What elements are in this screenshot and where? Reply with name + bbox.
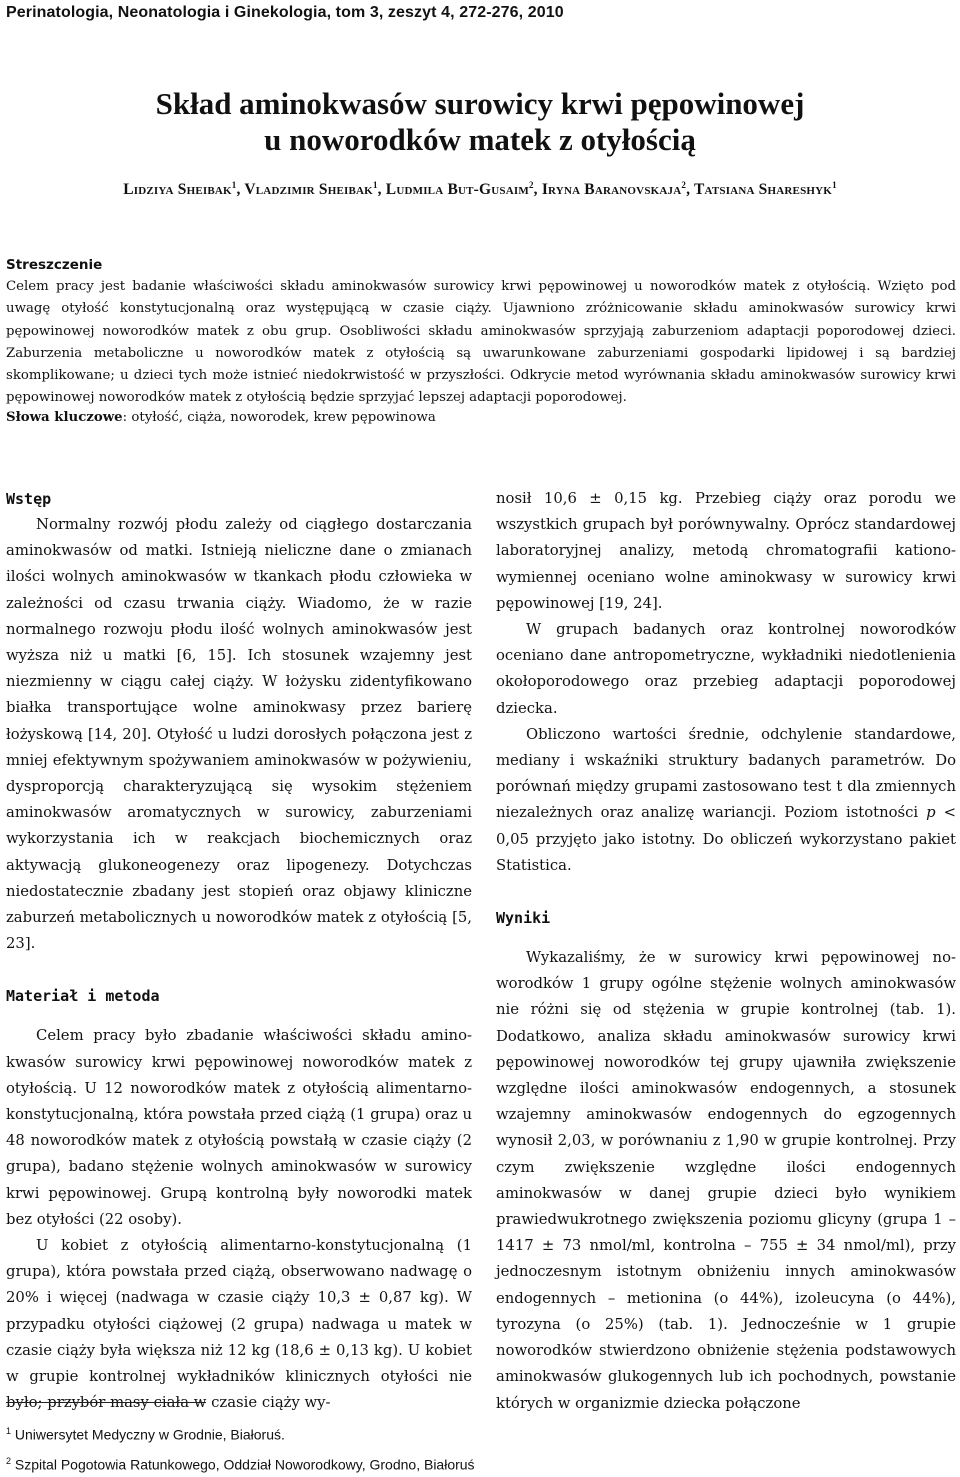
- affiliation-marker: 1: [231, 180, 237, 190]
- results-paragraph: Wykazaliśmy, że w surowicy krwi pępowinowej noworodków 1 grupy ogólne stężenie wolnych aminokwasów nie różni się od stężenia w grupie kontrolnej (tab. 1). Dodatkowo, analiza składu aminokwasów surowicy krwi pępowinowej noworodków tej grupy ujawniła zwiększenie względne ilości aminokwasów endogennych, a stosunek wzajemny aminokwasów endogennych do egzogennych wynosił 2,03, w porównaniu z 1,90 w grupie kontrolnej. Przy czym zwiększenie względne ilości endogennych aminokwasów w danej grupie dzieci było wynikiem prawiedwukrotnego zwiększenia poziomu glicyny (grupa 1 – 1417 ± 73 nmol/ml, kontrolna – 755 ± 34 nmol/ml), przy jednoczesnym istotnym obniżeniu innych aminokwasów endogennych – metionina (o 44%), izoleucyna (o 44%), tyrozyna (o 25%) (tab. 1). Jednocześnie w 1 grupie noworodków stwierdzono obniżenie stężenia podstawowych aminokwasów glukogennych lub ich pochodnych, powstanie których w organizmie dziecka połączone: [496, 949, 956, 1412]
- keywords-text: : otyłość, ciąża, noworodek, krew pępowinowa: [122, 410, 436, 425]
- intro-paragraph: Normalny rozwój płodu zależy od ciągłego dostarczania aminokwasów od matki. Istnieją nieliczne dane o zmianach ilości wolnych aminokwasów w tkankach płodu człowieka w zależności od czasu trwania ciąży. Wiadomo, że w razie normalnego rozwoju płodu ilość wolnych aminokwasów jest wyższa niż u matki [6, 15]. Ich stosunek wzajemny jest niezmienny w ciągu całej ciąży. W łożysku zidentyfikowano białka transportujące wolne aminokwasy przez barierę łożyskową [14, 20]. Otyłość u ludzi dorosłych połączona jest z mniej efektywnym spożywaniem aminokwasów w pożywieniu, dysproporcją charakteryzującą się wysokim stężeniem aminokwasów aromatycznych w surowicy, zaburzeniami wykorzystania ich w reakcjach biochemicznych oraz aktywacją glukoneogenezy oraz lipogenezy. Dotychczas niedostatecznie zbadany jest stopień oraz objawy kliniczne zaburzeń metabolicznych u noworodków matek z otyłością [5, 23].: [6, 516, 472, 953]
- stats-text-b: < 0,05 przyjęto jako istotny. Do obliczeń wykorzystano pakiet Statistica.: [496, 804, 956, 874]
- author: Iryna Baranovskaja: [541, 181, 682, 199]
- abstract-heading: Streszczenie: [6, 257, 103, 273]
- author-list: Lidziya Sheibak$^1$, Vladzimir Sheibak$^1$, Ludmila But-Gusaim$^2$, Iryna Baranovskaja$^2$, Tatsiana Shareshyk$^1$: [123, 180, 837, 199]
- abstract-section: [6, 254, 956, 409]
- methods-paragraph-4: [496, 722, 956, 879]
- affiliation-marker: 1: [832, 180, 837, 190]
- right-column: [496, 486, 956, 1417]
- keywords-label: Słowa kluczowe: [6, 410, 123, 425]
- keywords: [6, 410, 956, 425]
- footnote-2: [6, 1448, 475, 1477]
- footnote-text: Szpital Pogotowia Ratunkowego, Oddział Noworodkowy, Grodno, Białoruś: [14, 1456, 475, 1473]
- section-heading-intro: Wstęp: [6, 490, 52, 508]
- methods-paragraph-3: W grupach badanych oraz kontrolnej noworodków oceniano dane antropometryczne, wykładniki niedotlenienia okołoporodowego oraz przebieg adaptacji poporodowej dziecka.: [496, 621, 956, 717]
- title-line-1: Skład aminokwasów surowicy krwi pępowinowej: [155, 86, 805, 121]
- author: Ludmila But-Gusaim: [385, 181, 529, 199]
- journal-header: Perinatologia, Neonatologia i Ginekologia, tom 3, zeszyt 4, 272-276, 2010: [6, 4, 564, 21]
- affiliation-marker: 2: [528, 180, 534, 190]
- footnote-number: 1: [6, 1426, 12, 1436]
- footnote-text: Uniwersytet Medyczny w Grodnie, Białoruś.: [14, 1426, 285, 1443]
- methods-continuation: nosił 10,6 ± 0,15 kg. Przebieg ciąży oraz porodu we wszystkich grupach był porównywalny. Oprócz standardowej laboratoryjnej analizy, metodą chromatografii kationo-wymiennej oceniano wolne aminokwasy w surowicy krwi pępowinowej [19, 24].: [496, 490, 956, 612]
- article-title: [0, 86, 960, 158]
- footnote-number: 2: [6, 1455, 12, 1466]
- author: Lidziya Sheibak: [123, 181, 232, 199]
- methods-paragraph-1: Celem pracy było zbadanie właściwości składu aminokwasów surowicy krwi pępowinowej noworodków matek z otyłością. U 12 noworodków matek z otyłością alimentarno-konstytucjonalną, która powstała przed ciążą (1 grupa) oraz u 48 noworodków matek z otyłością powstałą w czasie ciąży (2 grupa), badano stężenie wolnych aminokwasów w surowicy krwi pępowinowej. Grupą kontrolną były noworodki matek bez otyłości (22 osoby).: [6, 1027, 472, 1228]
- left-column: [6, 486, 472, 1417]
- footnote-1: [6, 1418, 475, 1448]
- footnote-divider: [6, 1402, 206, 1403]
- author: Vladzimir Sheibak: [244, 181, 373, 199]
- affiliation-marker: 2: [681, 180, 687, 190]
- abstract-text: Celem pracy jest badanie właściwości składu aminokwasów surowicy krwi pępowinowej u noworodków matek z otyłością. Wzięto pod uwagę otyłość konstytucjonalną oraz występującą w czasie ciąży. Ujawniono zróżnicowanie składu aminokwasów surowicy krwi pępowinowej noworodków matek z obu grup. Osobliwości składu aminokwasów sprzyjają zaburzeniom adaptacji poporodowej dzieci. Zaburzenia metaboliczne u noworodków matek z otyłością są uwarunkowane zaburzeniami gospodarki lipidowej i są bardziej skomplikowane; u dzieci tych może istnieć niedokrwistość w przyszłości. Odkrycie metod wyrównania składu aminokwasów surowicy krwi pępowinowej noworodków matek z otyłością będzie sprzyjać lepszej adaptacji poporodowej.: [6, 279, 956, 406]
- affiliation-marker: 1: [372, 180, 378, 190]
- section-heading-results: Wyniki: [496, 909, 551, 928]
- p-value-symbol: p: [926, 804, 936, 822]
- methods-paragraph-2: U kobiet z otyłością alimentarno-konstytucjonalną (1 grupa), która powstała przed ciążą, obserwowano nadwagę o 20% i więcej (nadwaga w czasie ciąży 10,3 ± 0,87 kg). W przypadku otyłości ciążowej (2 grupa) nadwaga u matek w czasie ciąży była większa niż 12 kg (18,6 ± 0,13 kg). U kobiet w grupie kontrolnej wykładników klinicznych otyłości nie było; przybór masy ciała w czasie ciąży wy-: [6, 1237, 472, 1412]
- footnotes: [6, 1418, 475, 1477]
- title-line-2: u noworodków matek z otyłością: [264, 122, 696, 157]
- section-heading-methods: Materiał i metoda: [6, 987, 160, 1006]
- stats-text-a: Obliczono wartości średnie, odchylenie standardowe, mediany i wskaźniki struktury badanych parametrów. Do porównań między grupami zastosowano test t dla zmiennych niezależnych oraz analizę wariancji. Poziom istotności: [496, 725, 956, 822]
- author: Tatsiana Shareshyk: [693, 181, 833, 199]
